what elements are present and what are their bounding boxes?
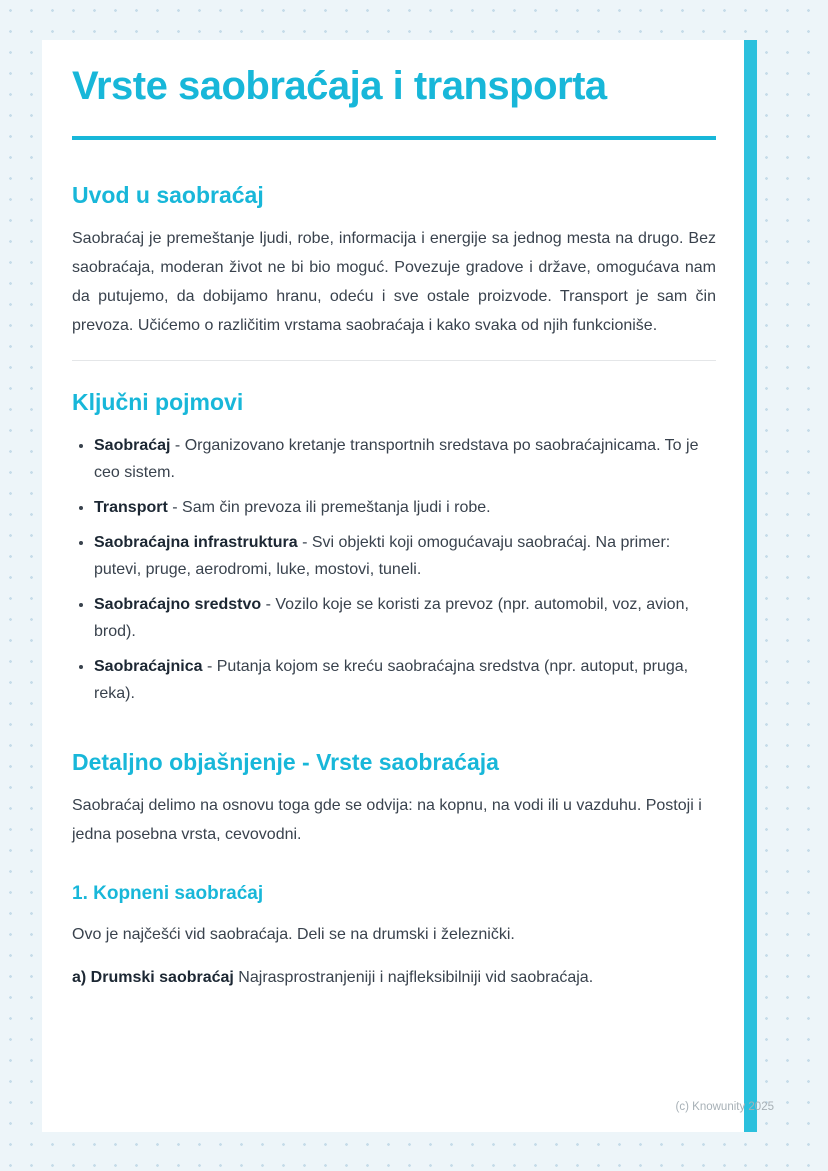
section-heading-detaljno: Detaljno objašnjenje - Vrste saobraćaja [72, 749, 499, 776]
list-item [94, 653, 716, 707]
section-heading-uvod: Uvod u saobraćaj [72, 182, 264, 208]
term-label: Saobraćajna infrastruktura [94, 534, 298, 552]
term-definition: - Vozilo koje se koristi za prevoz (npr. automobil, voz, avion, brod). [94, 596, 689, 641]
subsection-heading-kopneni: 1. Kopneni saobraćaj [72, 882, 264, 904]
list-item [94, 494, 716, 521]
drumski-paragraph [72, 963, 716, 992]
page-title: Vrste saobraćaja i transporta [72, 64, 607, 108]
term-definition: - Svi objekti koji omogućavaju saobraćaj. Na primer: putevi, pruge, aerodromi, luke, mostovi, tuneli. [94, 534, 671, 579]
kopneni-paragraph: Ovo je najčešći vid saobraćaja. Deli se na drumski i železnički. [72, 925, 515, 943]
term-label: Saobraćajnica [94, 658, 203, 676]
term-label: Saobraćaj [94, 437, 171, 455]
key-terms-list [72, 432, 716, 707]
drumski-definition: Najrasprostranjeniji i najfleksibilniji vid saobraćaja. [233, 968, 594, 986]
term-definition: - Putanja kojom se kreću saobraćajna sredstva (npr. autoput, pruga, reka). [94, 658, 689, 703]
intro-paragraph: Saobraćaj je premeštanje ljudi, robe, informacija i energije sa jednog mesta na drugo. Bez saobraćaja, moderan život ne bi bio moguć. Povezuje gradove i države, omogućava nam da putujemo, da dobijamo hranu, odeću i sve ostale proizvode. Transport je sam čin prevoza. Učićemo o različitim vrstama saobraćaja i kako svaka od njih funkcioniše. [72, 229, 716, 334]
section-heading-kljucni-pojmovi: Ključni pojmovi [72, 388, 244, 415]
term-definition: - Sam čin prevoza ili premeštanja ljudi i robe. [167, 499, 491, 517]
term-label: Saobraćajno sredstvo [94, 596, 262, 614]
term-label: Transport [94, 499, 168, 517]
drumski-term: a) Drumski saobraćaj [72, 968, 234, 986]
document-page [42, 40, 744, 1132]
term-definition: - Organizovano kretanje transportnih sredstava po saobraćajnicama. To je ceo sistem. [94, 437, 699, 482]
title-divider [72, 136, 716, 140]
list-item [94, 529, 716, 583]
detail-paragraph: Saobraćaj delimo na osnovu toga gde se odvija: na kopnu, na vodi ili u vazduhu. Postoji i jedna posebna vrsta, cevovodni. [72, 796, 702, 843]
copyright-footer: (c) Knowunity 2025 [675, 1101, 774, 1113]
list-item [94, 432, 716, 486]
section-divider [72, 360, 716, 361]
accent-stripe [744, 40, 757, 1132]
list-item [94, 591, 716, 645]
